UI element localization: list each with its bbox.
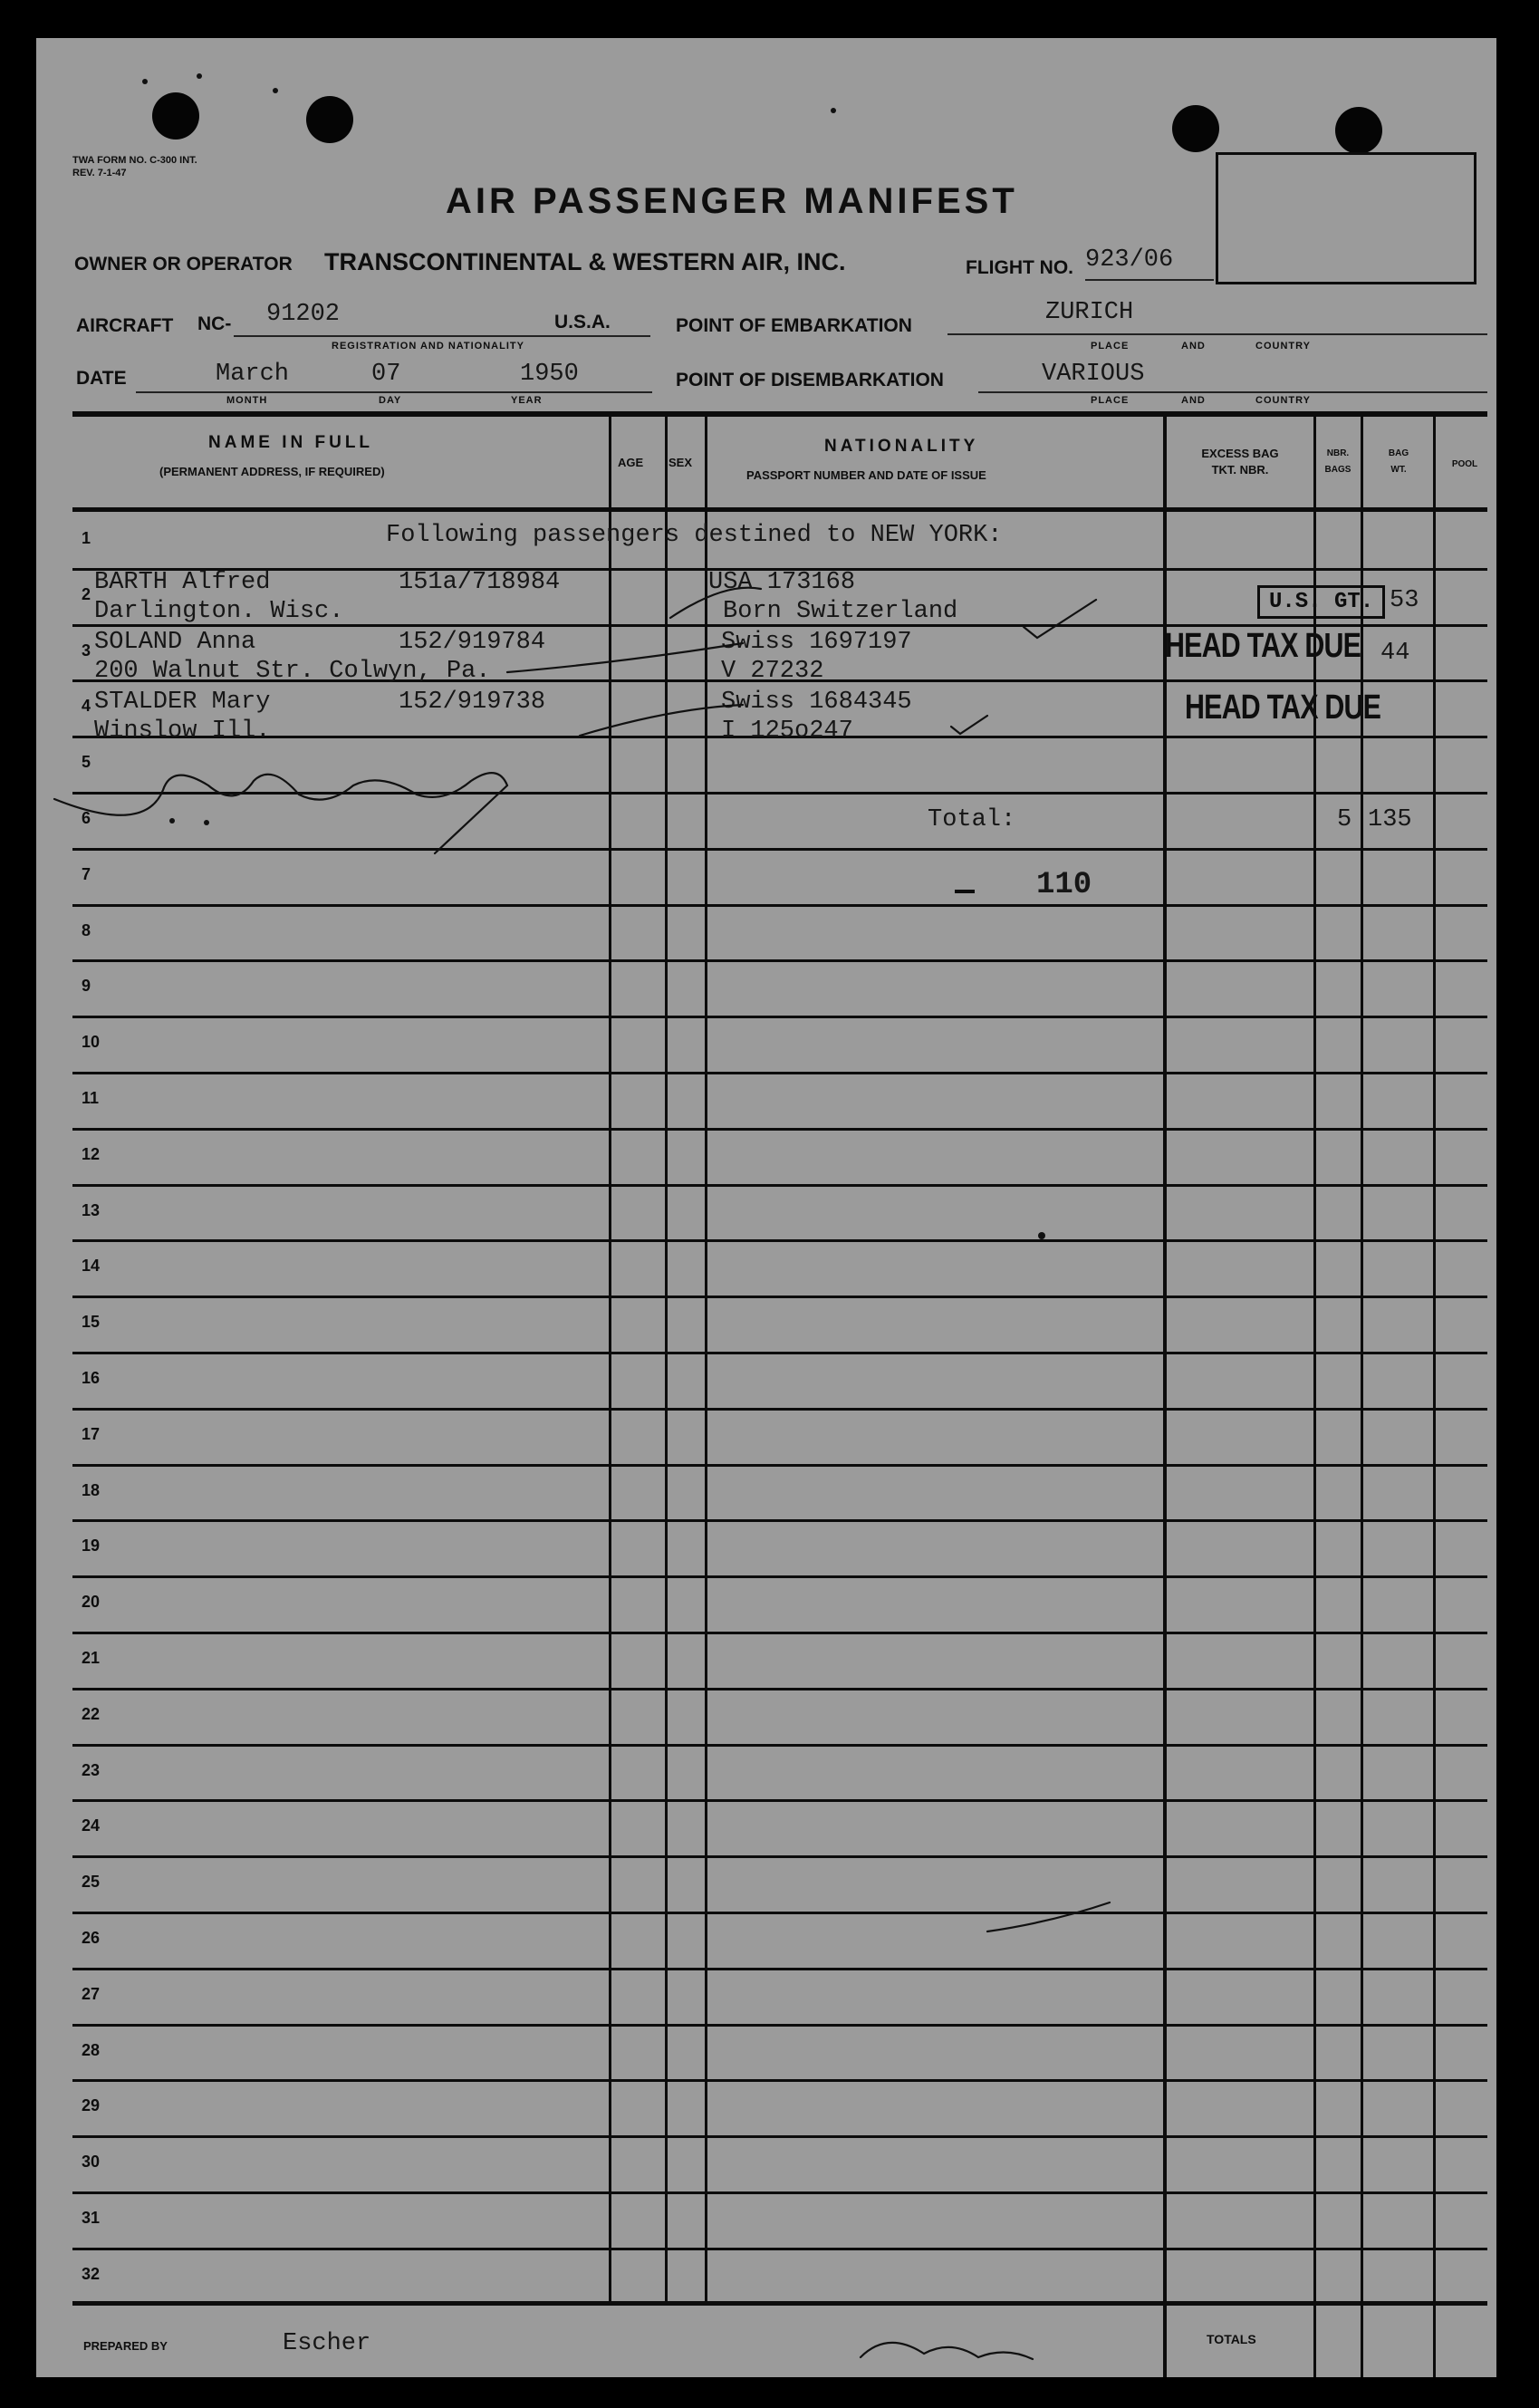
row-number: 31 [82,2208,101,2227]
date-day: 07 [371,361,401,388]
handwritten-marks [36,38,1496,2377]
passenger-3-passport: I 125o247 [721,718,853,745]
passenger-1-passport: Born Switzerland [723,598,958,625]
speck [197,73,202,79]
form-title: AIR PASSENGER MANIFEST [446,181,1018,221]
form-id-line1: TWA FORM NO. C-300 INT. [72,155,197,166]
row-number: 5 [82,753,91,772]
row-number: 24 [82,1816,101,1835]
row-number: 26 [82,1928,101,1947]
passenger-1-name: BARTH Alfred [94,569,271,596]
pen-stroke [54,588,1110,2359]
col-header-excess-1: EXCESS BAG [1201,447,1279,460]
row-number: 9 [82,977,91,996]
col-header-age: AGE [618,456,644,469]
total-weight: 135 [1368,806,1412,833]
row-number: 2 [82,584,91,603]
col-header-bags-1: NBR. [1326,448,1350,458]
place-caption: PLACE [1091,341,1130,352]
passenger-2-ticket: 152/919784 [399,629,546,656]
signature-escher [861,2343,1033,2359]
passenger-3-ticket: 152/919738 [399,689,546,716]
passenger-2-address: 200 Walnut Str. Colwyn, Pa. [94,658,491,685]
speck [273,88,278,93]
passenger-2-name: SOLAND Anna [94,629,256,656]
signature-maloney [54,773,507,853]
col-header-bags-2: BAGS [1324,465,1351,475]
col-header-pool: POOL [1451,459,1478,469]
row-number: 21 [82,1648,101,1667]
prepared-by-value: Escher [283,2330,371,2357]
passenger-3-address: Winslow Ill. [94,718,271,745]
col-header-excess-2: TKT. NBR. [1211,463,1269,477]
owner-value: TRANSCONTINENTAL & WESTERN AIR, INC. [324,248,846,275]
row-number: 20 [82,1593,101,1612]
and-caption-2: AND [1181,395,1206,406]
disembarkation-label: POINT OF DISEMBARKATION [676,370,944,390]
col-header-wt-2: WT. [1390,465,1407,475]
row-number: 7 [82,864,91,883]
row-number: 8 [82,920,91,939]
col-header-sex: SEX [669,456,693,469]
row-number: 10 [82,1033,101,1052]
row-number: 14 [82,1257,101,1276]
row-number: 16 [82,1368,101,1387]
link-stroke-3 [580,705,743,736]
flight-label: FLIGHT NO. [966,257,1073,278]
owner-label: OWNER OR OPERATOR [74,254,293,275]
row-number: 22 [82,1704,101,1723]
head-tax-stamp-1: HEAD TAX DUE [1165,627,1361,665]
destination-note: Following passengers destined to NEW YORK: [386,522,1003,549]
col-header-name-sub: (PERMANENT ADDRESS, IF REQUIRED) [159,465,385,478]
speck [1038,1232,1045,1239]
link-stroke-2 [507,643,743,672]
aircraft-country: U.S.A. [554,312,611,332]
col-header-wt-1: BAG [1388,448,1409,458]
row-number: 25 [82,1873,101,1892]
row-number: 27 [82,1984,101,2003]
row-number: 6 [82,808,91,827]
link-stroke-1 [670,588,761,618]
total-label: Total: [928,806,1016,833]
row-number: 29 [82,2096,101,2115]
month-caption: MONTH [226,395,268,406]
check-mark-2 [951,716,987,734]
aircraft-label: AIRCRAFT [76,315,174,336]
country-caption: COUNTRY [1255,341,1311,352]
row-number: 13 [82,1200,101,1219]
passenger-1-ticket: 151a/718984 [399,569,561,596]
and-caption: AND [1181,341,1206,352]
stray-stroke [987,1902,1110,1931]
place-caption-2: PLACE [1091,395,1130,406]
speck [142,79,148,84]
passenger-2-nationality: Swiss 1697197 [721,629,912,656]
aircraft-registration: 91202 [266,301,341,328]
speck [204,820,209,825]
speck [831,108,836,113]
ink-specks [142,73,1045,1239]
disembarkation-value: VARIOUS [1042,361,1145,388]
manifest-sheet [36,38,1496,2377]
row-number: 1 [82,528,91,547]
embarkation-value: ZURICH [1045,299,1134,326]
row-number: 11 [82,1088,100,1107]
col-header-nationality: NATIONALITY [824,437,979,456]
row-number: 15 [82,1313,101,1332]
day-caption: DAY [379,395,402,406]
net-weight-figure: 110 [1036,868,1092,902]
flight-value: 923/06 [1085,246,1174,274]
row-number: 32 [82,2264,101,2283]
col-header-nationality-sub: PASSPORT NUMBER AND DATE OF ISSUE [746,468,986,482]
date-year: 1950 [520,361,579,388]
form-id-line2: REV. 7-1-47 [72,168,127,178]
passenger-2-bag-weight: 44 [1380,640,1410,667]
prepared-by-label: PREPARED BY [83,2339,168,2353]
row-number: 12 [82,1144,101,1163]
passenger-3-nationality: Swiss 1684345 [721,689,912,716]
row-number: 28 [82,2040,101,2059]
speck [169,818,175,824]
head-tax-stamp-2: HEAD TAX DUE [1185,689,1381,727]
passenger-1-address: Darlington. Wisc. [94,598,344,625]
date-month: March [216,361,290,388]
passenger-1-bag-weight: 53 [1390,587,1419,614]
total-bags: 5 [1337,806,1352,833]
embarkation-label: POINT OF EMBARKATION [676,315,912,336]
year-caption: YEAR [511,395,543,406]
passenger-3-name: STALDER Mary [94,689,271,716]
row-number: 4 [82,697,91,716]
passenger-1-nationality: USA 173168 [708,569,856,596]
row-number: 23 [82,1760,101,1779]
registration-caption: REGISTRATION AND NATIONALITY [332,341,524,352]
passenger-2-passport: V 27232 [721,658,824,685]
row-number: 19 [82,1536,101,1556]
col-header-name: NAME IN FULL [208,433,374,452]
date-label: DATE [76,368,127,389]
us-stamp: U.S. GT. [1257,585,1385,619]
check-mark-1 [1024,600,1096,638]
row-number: 3 [82,641,91,660]
row-number: 18 [82,1480,101,1499]
aircraft-prefix: NC- [197,313,232,334]
row-number: 30 [82,2153,101,2172]
row-number: 17 [82,1424,101,1443]
totals-label: TOTALS [1207,2332,1256,2346]
country-caption-2: COUNTRY [1255,395,1311,406]
